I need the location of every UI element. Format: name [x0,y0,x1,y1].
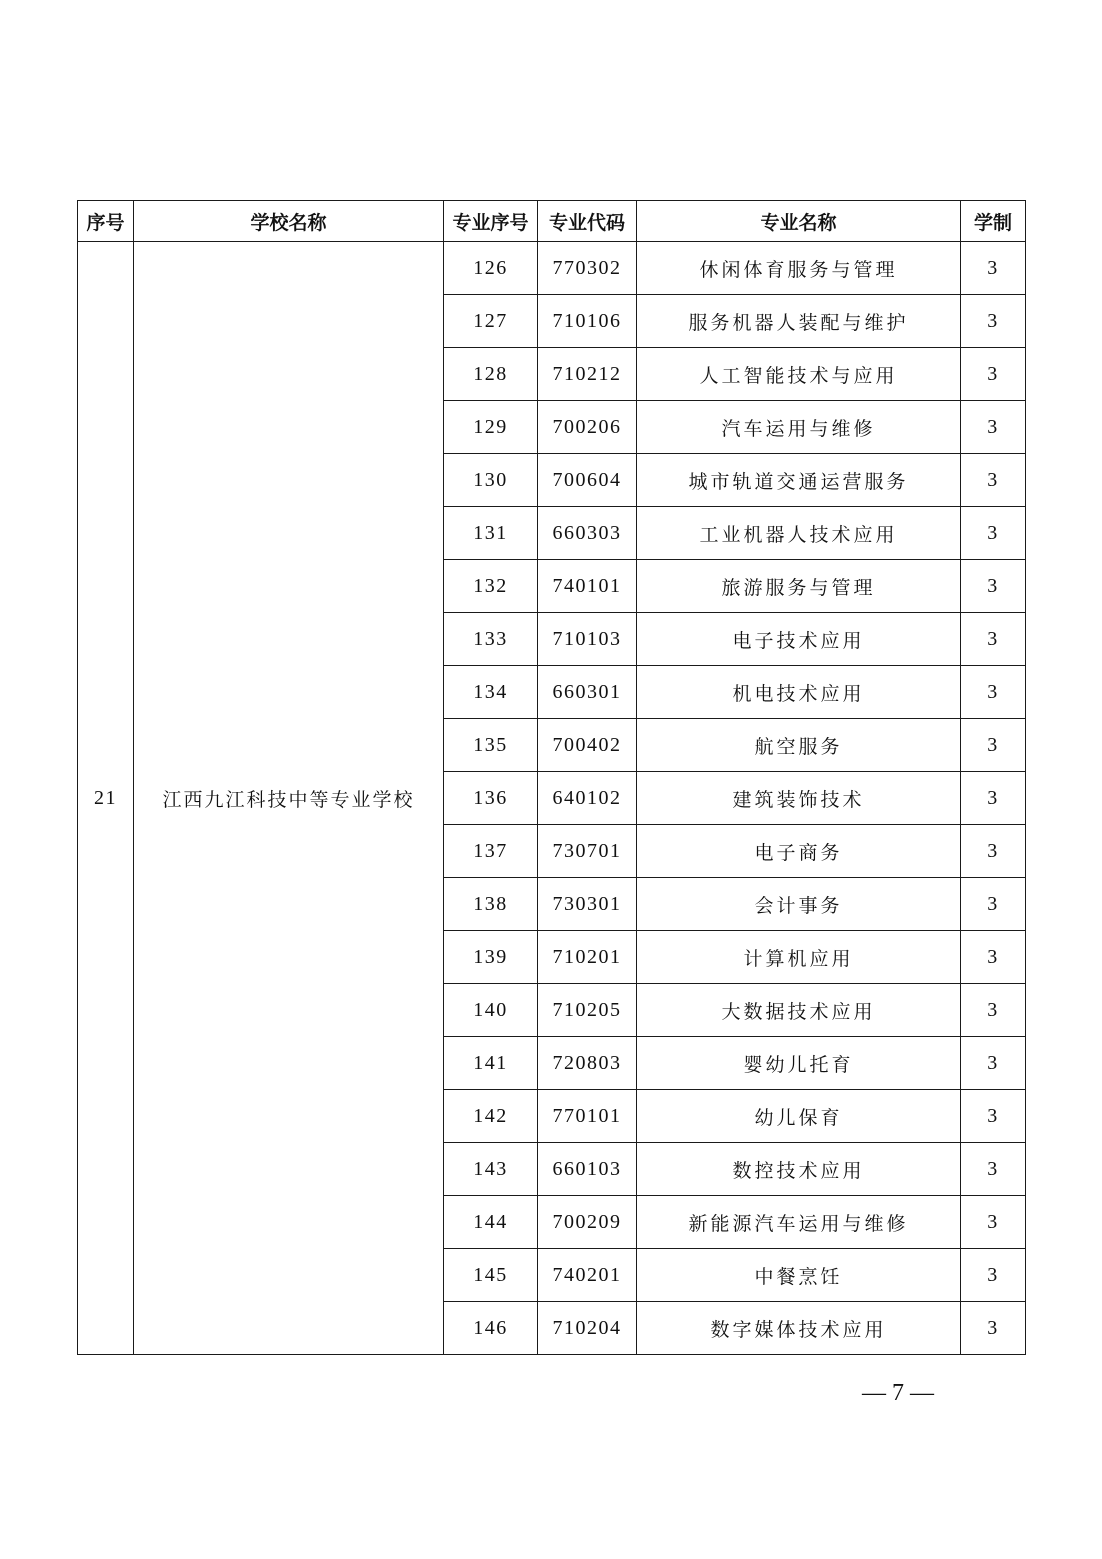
major-code-cell: 700604 [538,454,637,507]
duration-cell: 3 [961,666,1026,719]
major-name-cell: 电子技术应用 [637,613,961,666]
major-name-cell: 数控技术应用 [637,1143,961,1196]
school-seq-cell: 21 [78,242,134,1355]
duration-cell: 3 [961,878,1026,931]
major-name-cell: 会计事务 [637,878,961,931]
major-seq-cell: 145 [444,1249,538,1302]
major-code-cell: 660103 [538,1143,637,1196]
major-code-cell: 660303 [538,507,637,560]
duration-cell: 3 [961,454,1026,507]
major-name-cell: 汽车运用与维修 [637,401,961,454]
duration-cell: 3 [961,295,1026,348]
major-code-cell: 710201 [538,931,637,984]
major-code-cell: 730701 [538,825,637,878]
major-seq-cell: 143 [444,1143,538,1196]
major-code-cell: 660301 [538,666,637,719]
major-code-cell: 730301 [538,878,637,931]
school-name-cell: 江西九江科技中等专业学校 [134,242,444,1355]
duration-cell: 3 [961,1249,1026,1302]
major-code-cell: 720803 [538,1037,637,1090]
major-name-cell: 机电技术应用 [637,666,961,719]
major-name-cell: 建筑装饰技术 [637,772,961,825]
major-seq-cell: 126 [444,242,538,295]
major-name-cell: 新能源汽车运用与维修 [637,1196,961,1249]
major-seq-cell: 130 [444,454,538,507]
major-name-cell: 工业机器人技术应用 [637,507,961,560]
major-seq-cell: 132 [444,560,538,613]
major-seq-cell: 133 [444,613,538,666]
major-seq-cell: 137 [444,825,538,878]
major-name-cell: 旅游服务与管理 [637,560,961,613]
major-name-cell: 城市轨道交通运营服务 [637,454,961,507]
table-body [78,242,1026,1355]
major-seq-cell: 128 [444,348,538,401]
major-seq-cell: 139 [444,931,538,984]
major-code-cell: 770302 [538,242,637,295]
header-major-seq: 专业序号 [444,201,538,242]
header-duration: 学制 [961,201,1026,242]
major-code-cell: 710212 [538,348,637,401]
major-name-cell: 幼儿保育 [637,1090,961,1143]
major-name-cell: 人工智能技术与应用 [637,348,961,401]
duration-cell: 3 [961,613,1026,666]
major-name-cell: 电子商务 [637,825,961,878]
duration-cell: 3 [961,1143,1026,1196]
major-seq-cell: 142 [444,1090,538,1143]
duration-cell: 3 [961,1196,1026,1249]
header-major-name: 专业名称 [637,201,961,242]
table-row [78,242,1026,295]
duration-cell: 3 [961,348,1026,401]
duration-cell: 3 [961,719,1026,772]
major-seq-cell: 131 [444,507,538,560]
header-seq: 序号 [78,201,134,242]
major-name-cell: 中餐烹饪 [637,1249,961,1302]
duration-cell: 3 [961,507,1026,560]
major-seq-cell: 127 [444,295,538,348]
duration-cell: 3 [961,825,1026,878]
major-seq-cell: 146 [444,1302,538,1355]
header-major-code: 专业代码 [538,201,637,242]
major-code-cell: 700402 [538,719,637,772]
majors-table [77,200,1026,1355]
major-code-cell: 740101 [538,560,637,613]
duration-cell: 3 [961,560,1026,613]
major-seq-cell: 134 [444,666,538,719]
table-header-row [78,201,1026,242]
page-number: — 7 — [862,1380,934,1406]
major-seq-cell: 140 [444,984,538,1037]
major-code-cell: 700209 [538,1196,637,1249]
duration-cell: 3 [961,1302,1026,1355]
major-seq-cell: 138 [444,878,538,931]
major-name-cell: 数字媒体技术应用 [637,1302,961,1355]
major-seq-cell: 144 [444,1196,538,1249]
major-name-cell: 婴幼儿托育 [637,1037,961,1090]
major-name-cell: 服务机器人装配与维护 [637,295,961,348]
major-code-cell: 710103 [538,613,637,666]
major-code-cell: 770101 [538,1090,637,1143]
major-seq-cell: 136 [444,772,538,825]
duration-cell: 3 [961,401,1026,454]
major-name-cell: 休闲体育服务与管理 [637,242,961,295]
major-name-cell: 计算机应用 [637,931,961,984]
major-name-cell: 航空服务 [637,719,961,772]
major-code-cell: 710106 [538,295,637,348]
major-seq-cell: 129 [444,401,538,454]
header-school-name: 学校名称 [134,201,444,242]
major-code-cell: 710205 [538,984,637,1037]
major-code-cell: 640102 [538,772,637,825]
duration-cell: 3 [961,1090,1026,1143]
duration-cell: 3 [961,242,1026,295]
major-seq-cell: 141 [444,1037,538,1090]
major-name-cell: 大数据技术应用 [637,984,961,1037]
major-code-cell: 710204 [538,1302,637,1355]
major-code-cell: 740201 [538,1249,637,1302]
duration-cell: 3 [961,984,1026,1037]
duration-cell: 3 [961,931,1026,984]
major-code-cell: 700206 [538,401,637,454]
major-seq-cell: 135 [444,719,538,772]
duration-cell: 3 [961,1037,1026,1090]
duration-cell: 3 [961,772,1026,825]
